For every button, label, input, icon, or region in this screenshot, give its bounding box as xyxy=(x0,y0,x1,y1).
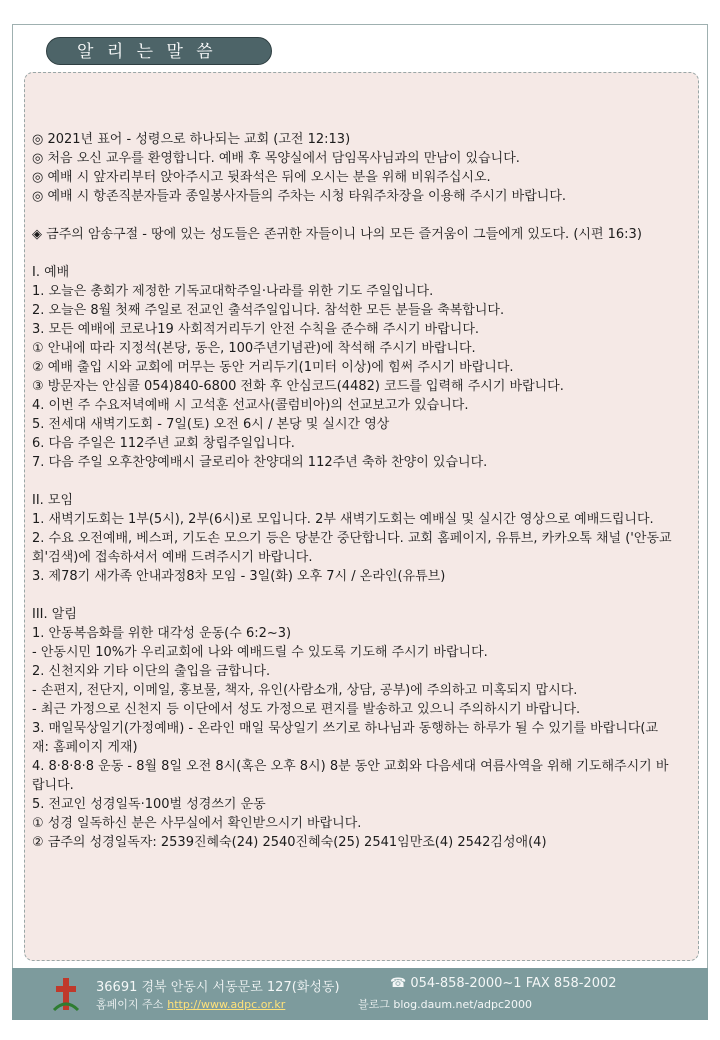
church-phone: ☎ 054-858-2000~1 FAX 858-2002 xyxy=(390,976,617,991)
worship-item-3: 3. 모든 예배에 코로나19 사회적거리두기 안전 수칙을 준수해 주시기 바랍니다. xyxy=(32,322,480,337)
worship-item-2: 2. 오늘은 8월 첫째 주일로 전교인 출석주일입니다. 참석한 모든 분들을 축복합니다. xyxy=(32,303,505,318)
worship-item-1: 1. 오늘은 총회가 제정한 기독교대학주일·나라를 위한 기도 주일입니다. xyxy=(32,284,434,299)
notice-item-5-1: ① 성경 일독하신 분은 사무실에서 확인받으시기 바랍니다. xyxy=(32,816,362,831)
motto-line: ◎ 2021년 표어 - 성령으로 하나되는 교회 (고전 12:13) xyxy=(32,132,351,147)
parking-line: ◎ 예배 시 항존직분자들과 종일봉사자들의 주차는 시청 타워주차장을 이용해 주시기 바랍니다. xyxy=(32,189,567,204)
meeting-item-1: 1. 새벽기도회는 1부(5시), 2부(6시)로 모입니다. 2부 새벽기도회는 예배실 및 실시간 영상으로 예배드립니다. xyxy=(32,512,654,527)
section-heading-worship: I. 예배 xyxy=(32,265,70,280)
welcome-line: ◎ 처음 오신 교우를 환영합니다. 예배 후 목양실에서 담임목사님과의 만남이 있습니다. xyxy=(32,151,520,166)
notice-item-4: 4. 8·8·8·8 운동 - 8월 8일 오전 8시(혹은 오후 8시) 8분 동안 교회와 다음세대 여름사역을 위해 기도해주시기 바랍니다. xyxy=(32,759,669,793)
worship-item-3-3: ③ 방문자는 안심콜 054)840-6800 전화 후 안심코드(4482) 코드를 입력해 주시기 바랍니다. xyxy=(32,379,564,394)
homepage-label: 홈페이지 주소 xyxy=(96,998,164,1011)
notice-item-5: 5. 전교인 성경일독·100벌 성경쓰기 운동 xyxy=(32,797,266,812)
worship-item-6: 6. 다음 주일은 112주년 교회 창립주일입니다. xyxy=(32,436,295,451)
worship-item-4: 4. 이번 주 수요저녁예배 시 고석훈 선교사(콜럼비아)의 선교보고가 있습니다. xyxy=(32,398,469,413)
notice-item-2: 2. 신천지와 기타 이단의 출입을 금합니다. xyxy=(32,664,271,679)
homepage-row xyxy=(96,996,285,1012)
worship-item-5: 5. 전세대 새벽기도회 - 7일(토) 오전 6시 / 본당 및 실시간 영상 xyxy=(32,417,390,432)
notice-item-5-2: ② 금주의 성경일독자: 2539진혜숙(24) 2540진혜숙(25) 2541임만조(4) 2542김성애(4) xyxy=(32,835,547,850)
worship-item-7: 7. 다음 주일 오후찬양예배시 글로리아 찬양대의 112주년 축하 찬양이 있습니다. xyxy=(32,455,488,470)
church-address: 36691 경북 안동시 서동문로 127(화성동) xyxy=(96,980,340,995)
meeting-item-3: 3. 제78기 새가족 안내과정8차 모임 - 3일(화) 오후 7시 / 온라인(유튜브) xyxy=(32,569,446,584)
notice-title: 알 리 는 말 씀 xyxy=(46,37,272,65)
spacer xyxy=(32,472,672,491)
notice-item-3: 3. 매일묵상일기(가정예배) - 온라인 매일 묵상일기 쓰기로 하나님과 동행하는 하루가 될 수 있기를 바랍니다(교재: 홈페이지 게재) xyxy=(32,721,659,755)
church-cross-icon xyxy=(52,976,80,1012)
spacer xyxy=(32,244,672,263)
seating-line: ◎ 예배 시 앞자리부터 앉아주시고 뒷좌석은 뒤에 오시는 분을 위해 비워주십시오. xyxy=(32,170,491,185)
notice-item-2-detail-2: - 최근 가정으로 신천지 등 이단에서 성도 가정으로 편지를 발송하고 있으니 주의하시기 바랍니다. xyxy=(32,702,581,717)
worship-item-3-2: ② 예배 출입 시와 교회에 머무는 동안 거리두기(1미터 이상)에 힘써 주시기 바랍니다. xyxy=(32,360,514,375)
meeting-item-2: 2. 수요 오전예배, 베스퍼, 기도손 모으기 등은 당분간 중단합니다. 교회 홈페이지, 유튜브, 카카오톡 채널 ('안동교회'검색)에 접속하셔서 예배 드려주시기 바랍니다. xyxy=(32,531,672,565)
worship-item-3-1: ① 안내에 따라 지정석(본당, 동은, 100주년기념관)에 착석해 주시기 바랍니다. xyxy=(32,341,476,356)
announcement-text xyxy=(32,130,672,852)
section-heading-notices: III. 알림 xyxy=(32,607,77,622)
footer xyxy=(12,968,708,1020)
section-heading-meetings: II. 모임 xyxy=(32,493,74,508)
notice-item-2-detail-1: - 손편지, 전단지, 이메일, 홍보물, 책자, 유인(사람소개, 상담, 공부)에 주의하고 미혹되지 맙시다. xyxy=(32,683,578,698)
spacer xyxy=(32,206,672,225)
blog-address: 블로그 blog.daum.net/adpc2000 xyxy=(358,998,533,1011)
notice-item-1-detail: - 안동시민 10%가 우리교회에 나와 예배드릴 수 있도록 기도해 주시기 바랍니다. xyxy=(32,645,488,660)
spacer xyxy=(32,586,672,605)
notice-item-1: 1. 안동복음화를 위한 대각성 운동(수 6:2~3) xyxy=(32,626,292,641)
homepage-link[interactable]: http://www.adpc.or.kr xyxy=(167,998,286,1011)
memory-verse-line: ◈ 금주의 암송구절 - 땅에 있는 성도들은 존귀한 자들이니 나의 모든 즐거움이 그들에게 있도다. (시편 16:3) xyxy=(32,227,642,242)
